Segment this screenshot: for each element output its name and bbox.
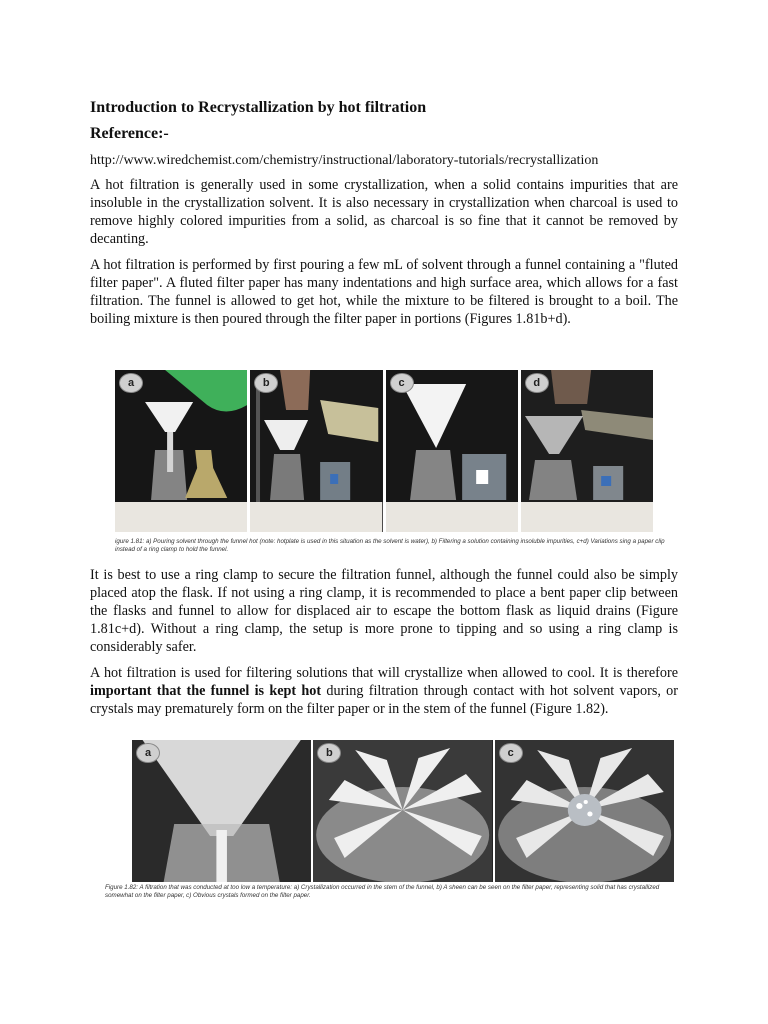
figure-1-81 [115, 370, 653, 532]
document-body [90, 98, 678, 336]
photo-label-b: b [254, 373, 278, 393]
figure-1-81-caption: igure 1.81: a) Pouring solvent through the funnel hot (note: hotplate is used in this situation as the solvent is water), b) Filtering a solution containing insoluble impurities, c+d) Variations sing a paper clip instead of a ring clamp to hold the funnel. [115, 538, 665, 553]
photo-label-c: c [390, 373, 414, 393]
figure-1-81-photo-c [386, 370, 518, 532]
photo-label-a: a [119, 373, 143, 393]
paragraph-4-emphasis: important that the funnel is kept hot [90, 683, 322, 699]
paragraph-3: It is best to use a ring clamp to secure the filtration funnel, although the funnel could also be simply placed atop the flask. If not using a ring clamp, it is recommended to place a bent paper clip between the flasks and funnel to allow for displaced air to escape the bottom flask as liquid drains (Figure 1.81c+d). Without a ring clamp, the setup is more prone to tipping and so using a ring clamp is considerably safer. [90, 567, 678, 655]
figure-1-82 [132, 740, 674, 882]
reference-heading: Reference:- [90, 125, 169, 142]
photo-label-c: c [499, 743, 523, 763]
figure-1-81-photo-b [250, 370, 382, 532]
paragraph-4-start: A hot filtration is used for filtering solutions that will crystallize when allowed to cool. It is therefore [90, 665, 678, 681]
figure-1-82-photo-a [132, 740, 311, 882]
photo-label-a: a [136, 743, 160, 763]
paragraph-4 [90, 664, 678, 718]
figure-1-82-photo-b [313, 740, 492, 882]
document-title: Introduction to Recrystallization by hot filtration [90, 99, 427, 116]
figure-1-81-photo-a [115, 370, 247, 532]
photo-label-b: b [317, 743, 341, 763]
paragraph-4-end: during filtration through contact with hot solvent vapors, or crystals may prematurely form on the filter paper or in the stem of the funnel (Figure 1.82). [90, 683, 678, 717]
figure-1-81-photo-d [521, 370, 653, 532]
figure-1-82-photo-c [495, 740, 674, 882]
paragraph-2: A hot filtration is performed by first pouring a few mL of solvent through a funnel containing a "fluted filter paper". A fluted filter paper has many indentations and high surface area, which allows for a fast filtration. The funnel is allowed to get hot, while the mixture to be filtered is brought to a boil. The boiling mixture is then poured through the filter paper in portions (Figures 1.81b+d). [90, 257, 678, 327]
paragraph-1: A hot filtration is generally used in some crystallization, when a solid contains impurities that are insoluble in the crystallization solvent. It is also necessary in crystallization when charcoal is used to remove highly colored impurities from a solid, as charcoal is so fine that it cannot be removed by decanting. [90, 177, 678, 247]
figure-1-82-caption: Figure 1.82: A filtration that was conducted at too low a temperature: a) Crystallization occurred in the stem of the funnel, b) A sheen can be seen on the filter paper, representing solid that has crystallized somewhat on the filter paper, c) Obvious crystals formed on the filter paper. [105, 884, 660, 899]
reference-url[interactable]: http://www.wiredchemist.com/chemistry/instructional/laboratory-tutorials/recrystallization [90, 153, 599, 168]
photo-label-d: d [525, 373, 549, 393]
document-body-continued [90, 566, 678, 726]
